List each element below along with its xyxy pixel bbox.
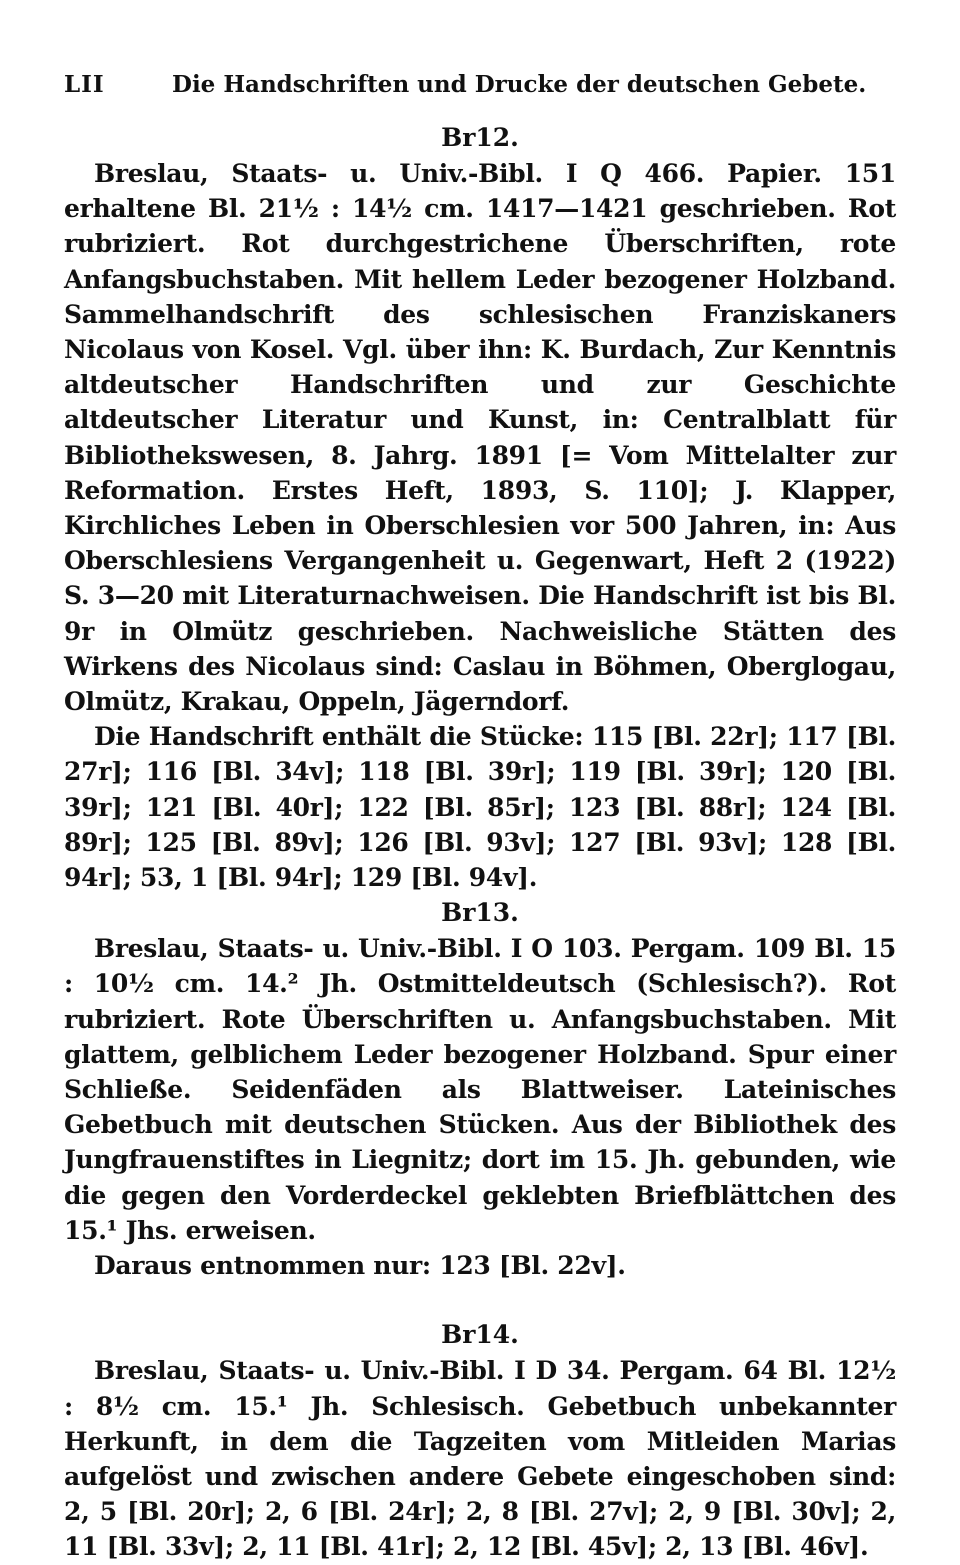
entry-contents: Daraus entnommen nur: 123 [Bl. 22v]. <box>94 1251 626 1281</box>
entry-description: Breslau, Staats- u. Univ.-Bibl. I D 34. Pergam. 64 Bl. 12½ : 8½ cm. 15.¹ Jh. Schlesisch. Gebetbuch unbekannter Herkunft, in dem die Tagzeiten vom Mitleiden Marias aufgelöst und zwischen andere Gebete eingeschoben sind: 2, 5 [Bl. 20r]; 2, 6 [Bl. 24r]; 2, 8 [Bl. 27v]; 2, 9 [Bl. 30v]; 2, 11 [Bl. 33v]; 2, 11 [Bl. 41r]; 2, 12 [Bl. 45v]; 2, 13 [Bl. 46v]. <box>64 1356 896 1562</box>
entry-br14 <box>64 1317 896 1564</box>
running-header <box>64 60 896 110</box>
entry-description: Breslau, Staats- u. Univ.-Bibl. I O 103. Pergam. 109 Bl. 15 : 10½ cm. 14.² Jh. Ostmitteldeutsch (Schlesisch?). Rot rubriziert. Rote Überschriften u. Anfangsbuchstaben. Mit glattem, gelblichem Leder bezogener Holzband. Spur einer Schließe. Seidenfäden als Blattweiser. Lateinisches Gebetbuch mit deutschen Stücken. Aus der Bibliothek des Jungfrauenstiftes in Liegnitz; dort im 15. Jh. gebunden, wie die gegen den Vorderdeckel geklebten Briefblättchen des 15.¹ Jhs. erweisen. <box>64 934 896 1245</box>
entry-description: Breslau, Staats- u. Univ.-Bibl. I Q 466. Papier. 151 erhaltene Bl. 21½ : 14½ cm. 1417—1421 geschrieben. Rot rubriziert. Rot durchgestrichene Überschriften, rote Anfangsbuchstaben. Mit hellem Leder bezogener Holzband. Sammelhandschrift des schlesischen Franziskaners Nicolaus von Kosel. Vgl. über ihn: K. Burdach, Zur Kenntnis altdeutscher Handschriften und zur Geschichte altdeutscher Literatur und Kunst, in: Centralblatt für Bibliothekswesen, 8. Jahrg. 1891 [= Vom Mittelalter zur Reformation. Erstes Heft, 1893, S. 110]; J. Klapper, Kirchliches Leben in Oberschlesien vor 500 Jahren, in: Aus Oberschlesiens Vergangenheit u. Gegenwart, Heft 2 (1922) S. 3—20 mit Literaturnachweisen. Die Handschrift ist bis Bl. 9r in Olmütz geschrieben. Nachweisliche Stätten des Wirkens des Nicolaus sind: Caslau in Böhmen, Oberglogau, Olmütz, Krakau, Oppeln, Jägerndorf. <box>64 159 896 717</box>
document-page <box>64 60 896 1565</box>
entry-contents: Die Handschrift enthält die Stücke: 115 [Bl. 22r]; 117 [Bl. 27r]; 116 [Bl. 34v]; 118 [Bl. 39r]; 119 [Bl. 39r]; 120 [Bl. 39r]; 121 [Bl. 40r]; 122 [Bl. 85r]; 123 [Bl. 88r]; 124 [Bl. 89r]; 125 [Bl. 89v]; 126 [Bl. 93v]; 127 [Bl. 93v]; 128 [Bl. 94r]; 53, 1 [Bl. 94r]; 129 [Bl. 94v]. <box>64 722 896 893</box>
entry-siglum: Br12. <box>441 123 519 152</box>
entry-br12 <box>64 120 896 895</box>
entry-br13 <box>64 895 896 1283</box>
page-number: LII <box>64 71 105 98</box>
entry-siglum: Br13. <box>441 898 519 928</box>
running-title: Die Handschriften und Drucke der deutschen Gebete. <box>172 71 867 98</box>
entry-siglum: Br14. <box>441 1320 519 1350</box>
